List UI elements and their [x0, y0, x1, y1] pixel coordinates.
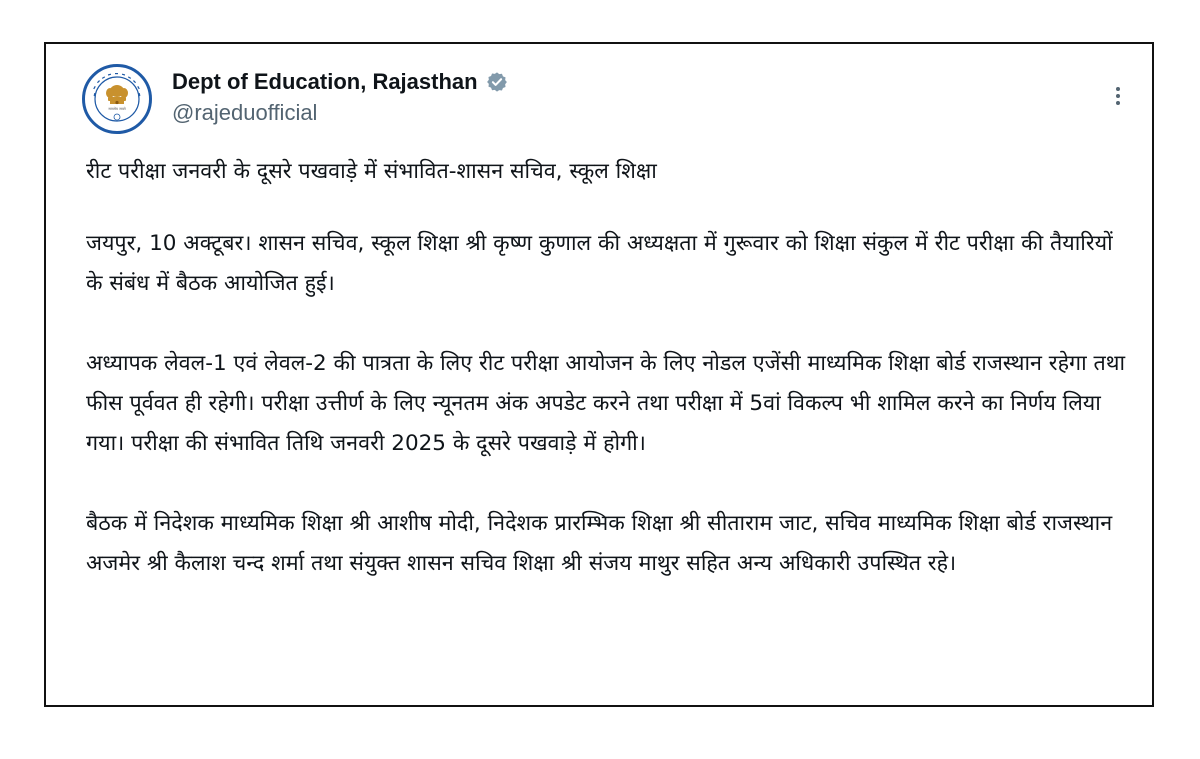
tweet-paragraph-attendees: बैठक में निदेशक माध्यमिक शिक्षा श्री आशीष मोदी, निदेशक प्रारम्भिक शिक्षा श्री सीताराम जाट, सचिव माध्यमिक शिक्षा बोर्ड राजस्थान अजमेर श्री कैलाश चन्द शर्मा तथा संयुक्त शासन सचिव शिक्षा श्री संजय माथुर सहित अन्य अधिकारी उपस्थित रहे। [86, 511, 1113, 576]
tweet-paragraph-details: अध्यापक लेवल-1 एवं लेवल-2 की पात्रता के लिए रीट परीक्षा आयोजन के लिए नोडल एजेंसी माध्यमिक शिक्षा बोर्ड राजस्थान रहेगा तथा फीस पूर्ववत ही रहेगी। परीक्षा उत्तीर्ण के लिए न्यूनतम अंक अपडेट करने तथा परीक्षा में 5वां विकल्प भी शामिल करने का निर्णय लिया गया। परीक्षा की संभावित तिथि जनवरी 2025 के दूसरे पखवाड़े में होगी। [86, 351, 1126, 456]
name-row [172, 68, 508, 96]
more-options-button[interactable] [1104, 78, 1132, 114]
avatar[interactable] [82, 64, 152, 134]
author-handle[interactable]: @rajeduofficial [172, 100, 318, 125]
author-identity [172, 68, 508, 126]
tweet-paragraph-dateline: जयपुर, 10 अक्टूबर। शासन सचिव, स्कूल शिक्षा श्री कृष्ण कुणाल की अध्यक्षता में गुरूवार को शिक्षा संकुल में रीट परीक्षा की तैयारियों के संबंध में बैठक आयोजित हुई। [86, 231, 1113, 296]
tweet-text [86, 152, 1126, 624]
display-name[interactable]: Dept of Education, Rajasthan [172, 69, 478, 94]
vertical-ellipsis-icon [1114, 85, 1122, 107]
verified-badge-icon [486, 71, 508, 93]
rajasthan-education-emblem-icon [85, 67, 149, 131]
svg-text:सत्यमेव जयते: सत्यमेव जयते [108, 107, 126, 111]
tweet-card [44, 42, 1154, 707]
tweet-headline: रीट परीक्षा जनवरी के दूसरे पखवाड़े में संभावित-शासन सचिव, स्कूल शिक्षा [86, 159, 657, 184]
tweet-header [82, 64, 1132, 134]
